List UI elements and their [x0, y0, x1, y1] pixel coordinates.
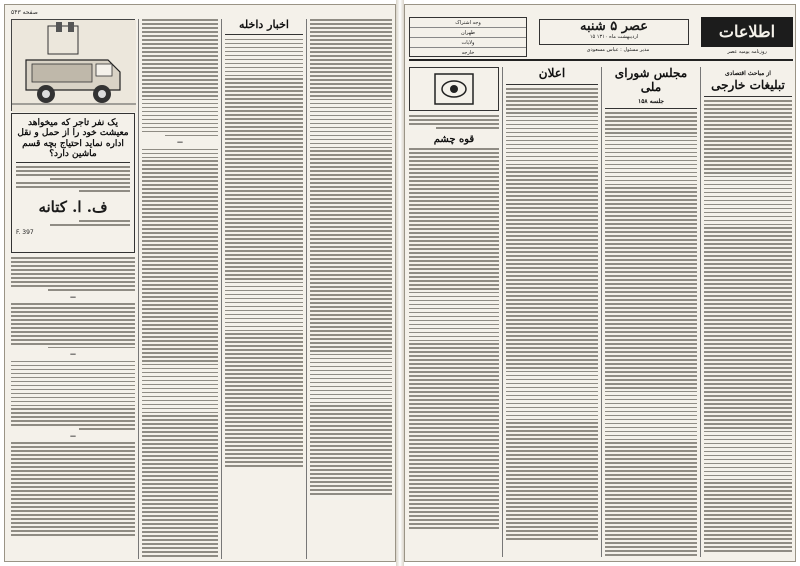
ad-brand: ف. ا. کتانه — [38, 198, 108, 217]
subheading: — — [177, 139, 183, 147]
column-rule — [221, 19, 222, 559]
newspaper-logo: اطلاعات — [701, 17, 793, 47]
issue-date-box — [539, 19, 689, 45]
right-col-majlis — [605, 67, 697, 557]
ad-divider — [16, 162, 130, 163]
eye-ad-emblem — [409, 67, 499, 111]
left-col-2 — [142, 19, 218, 559]
masthead — [409, 17, 793, 61]
majlis-divider — [605, 108, 697, 109]
ad-code: F. 397 — [16, 228, 34, 236]
right-col-notice — [506, 67, 598, 557]
issue-day: عصر ۵ شنبه — [580, 19, 648, 34]
subheading: — — [70, 293, 76, 301]
left-col-4 — [310, 19, 392, 559]
ad-headline: یک نفر تاجر که میخواهد معیشت خود را از حمل و نقل اداره نماید احتیاج بچه قسم ماشین دارد؟ — [17, 118, 129, 160]
subscription-table: وجه اشتراک طهران ولایات خارجه — [409, 17, 527, 57]
column-rule — [306, 19, 307, 559]
right-col-foreign — [704, 67, 792, 557]
right-col-ad — [409, 67, 499, 557]
issue-date: ۱۵ اردیبهشت ماه ۱۳۱۰ — [589, 34, 639, 40]
foreign-divider — [704, 96, 792, 97]
domestic-news-title: اخبار داخله — [225, 19, 303, 35]
notice-title: اعلان — [538, 67, 566, 80]
left-col-domestic — [225, 19, 303, 559]
majlis-session: جلسه ۱۵۸ — [637, 97, 665, 105]
editor-line: مدیر مسئول : عباس مسعودی — [586, 47, 650, 53]
foreign-title: تبلیغات خارجی — [711, 78, 785, 93]
emblem-icon — [434, 73, 474, 105]
newspaper-subtitle: روزنامه یومیه عصر — [727, 49, 767, 55]
column-rule — [138, 19, 139, 559]
truck-icon — [12, 20, 136, 112]
majlis-title: مجلس شورای ملی — [614, 67, 688, 94]
subheading: — — [70, 433, 76, 441]
page-number: صفحه ۵۴۳ — [11, 9, 38, 16]
column-rule — [700, 67, 701, 557]
column-rule — [502, 67, 503, 557]
page-gutter — [396, 0, 404, 566]
truck-illustration — [11, 19, 135, 111]
left-col-1-lower — [11, 257, 135, 557]
eye-ad-title: قوه چشم — [433, 133, 475, 145]
ad-brand-sub — [16, 220, 130, 226]
newspaper-page-right — [404, 4, 796, 562]
truck-ad-box — [11, 113, 135, 253]
notice-divider — [506, 84, 598, 85]
column-rule — [601, 67, 602, 557]
ad-body-text — [16, 166, 130, 192]
newspaper-page-left — [4, 4, 396, 562]
subheading: — — [70, 351, 76, 359]
foreign-kicker: از مباحث اقتصادی — [725, 70, 771, 77]
